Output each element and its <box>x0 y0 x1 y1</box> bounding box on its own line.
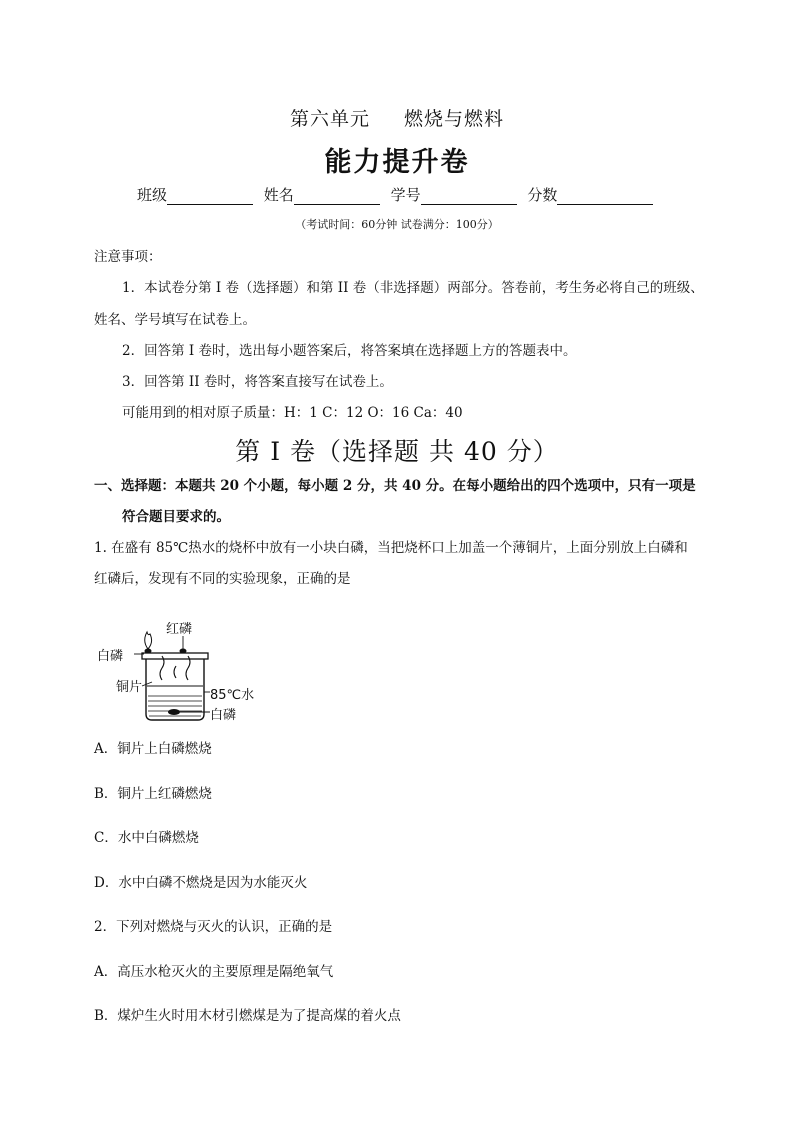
paper-title: 能力提升卷 <box>324 147 470 178</box>
class-blank[interactable] <box>167 188 253 205</box>
white-phosphorus-top-label: 白磷 <box>97 649 124 664</box>
copper-sheet-leader <box>142 682 152 686</box>
question-2-stem: 2．下列对燃烧与灭火的认识，正确的是 <box>94 919 333 935</box>
question-2-option-b[interactable]: B．煤炉生火时用木材引燃煤是为了提高煤的着火点 <box>94 1008 401 1024</box>
unit-title <box>0 104 794 131</box>
red-phosphorus-label: 红磷 <box>166 622 193 637</box>
note-1-line-1: 1．本试卷分第 I 卷（选择题）和第 II 卷（非选择题）两部分。答卷前，考生务必将自己的班级、 <box>122 280 704 296</box>
score-label: 分数 <box>527 186 558 204</box>
copper-sheet-label: 铜片 <box>116 680 143 695</box>
hot-water-label: 85℃水 <box>210 688 255 703</box>
number-label: 学号 <box>390 186 421 204</box>
white-phosphorus-bottom-label: 白磷 <box>210 708 237 723</box>
score-blank[interactable] <box>557 188 653 205</box>
note-2: 2．回答第 I 卷时，选出每小题答案后，将答案填在选择题上方的答题表中。 <box>122 343 577 359</box>
class-label: 班级 <box>137 186 168 204</box>
question-1-stem-line-2: 红磷后，发现有不同的实验现象，正确的是 <box>94 571 351 587</box>
number-blank[interactable] <box>421 188 517 205</box>
question-2-option-a[interactable]: A．高压水枪灭火的主要原理是隔绝氧气 <box>94 964 334 980</box>
name-label: 姓名 <box>263 186 294 204</box>
question-1-option-b[interactable]: B．铜片上红磷燃烧 <box>94 786 212 802</box>
section-instruction-line-2: 符合题目要求的。 <box>122 509 230 525</box>
student-info-row <box>137 184 659 205</box>
copper-sheet-shape <box>142 653 208 659</box>
question-1-option-a[interactable]: A．铜片上白磷燃烧 <box>94 741 212 757</box>
note-3: 3．回答第 II 卷时，将答案直接写在试卷上。 <box>122 374 393 390</box>
exam-time-score: （考试时间：60分钟 试卷满分：100分） <box>295 218 499 231</box>
question-1-stem-line-1: 1. 在盛有 85℃热水的烧杯中放有一小块白磷，当把烧杯口上加盖一个薄铜片，上面分别放上白磷和 <box>94 540 688 556</box>
question-1-option-c[interactable]: C．水中白磷燃烧 <box>94 830 199 846</box>
question-1-option-d[interactable]: D．水中白磷不燃烧是因为水能灭火 <box>94 875 308 891</box>
atomic-mass-note: 可能用到的相对原子质量：H：1 C：12 O：16 Ca：40 <box>122 405 463 421</box>
submerged-white-phosphorus <box>168 709 180 715</box>
note-1-line-2: 姓名、学号填写在试卷上。 <box>94 312 256 328</box>
flame-icon <box>145 632 152 649</box>
section-title: 第 I 卷（选择题 共 40 分） <box>235 437 559 466</box>
name-blank[interactable] <box>294 188 380 205</box>
unit-number: 第六单元 <box>289 108 370 130</box>
unit-topic: 燃烧与燃料 <box>404 108 505 130</box>
phosphorus-experiment-figure <box>94 616 274 726</box>
notes-heading: 注意事项： <box>94 249 162 265</box>
red-phosphorus-top <box>180 649 187 654</box>
section-instruction-line-1: 一、选择题：本题共 20 个小题，每小题 2 分，共 40 分。在每小题给出的四个选项中，只有一项是 <box>94 478 696 494</box>
